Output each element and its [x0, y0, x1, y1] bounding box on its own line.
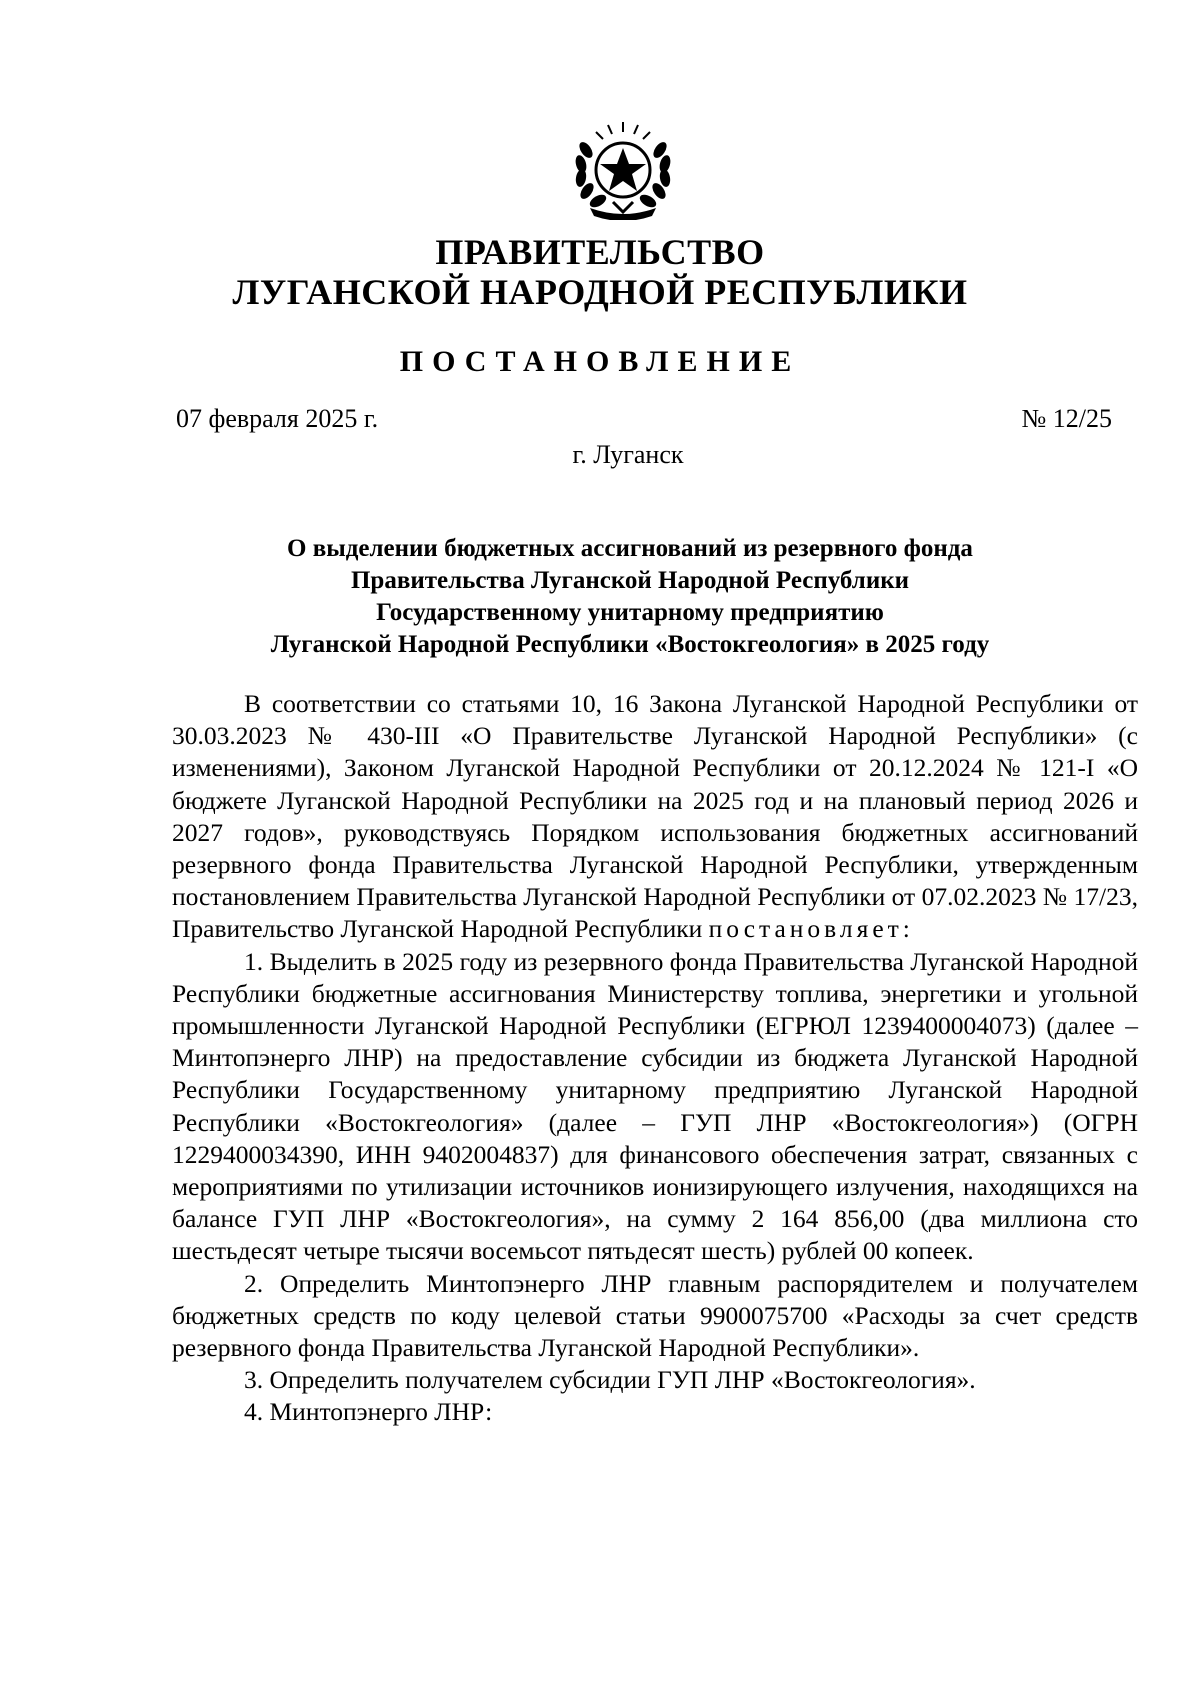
document-type: ПОСТАНОВЛЕНИЕ	[399, 345, 801, 378]
item-paragraph-1: 1. Выделить в 2025 году из резервного фонда Правительства Луганской Народной Республики бюджетные ассигнования Министерству топлива, энергетики и угольной промышленности Луганской Народной Республики (ЕГРЮЛ 1239400004073) (далее – Минтопэнерго ЛНР) на предоставление субсидии из бюджета Луганской Народной Республики Государственному унитарному предприятию Луганской Народной Республики «Востокгеология» (далее – ГУП ЛНР «Востокгеология») (ОГРН 1229400034390, ИНН 9402004837) для финансового обеспечения затрат, связанных с мероприятиями по утилизации источников ионизирующего излучения, находящихся на балансе ГУП ЛНР «Востокгеология», на сумму 2 164 856,00 (два миллиона сто шестьдесят четыре тысячи восемьсот пятьдесят шесть) рублей 00 копеек.	[172, 946, 1138, 1266]
title-line: Правительства Луганской Народной Республики	[350, 567, 910, 594]
preamble-paragraph	[172, 688, 1138, 946]
preamble-verb: постановляет:	[708, 914, 914, 944]
item-paragraph-4: 4. Минтопэнерго ЛНР:	[244, 1397, 493, 1427]
title-line: О выделении бюджетных ассигнований из резервного фонда	[287, 535, 973, 562]
document-body	[172, 688, 1138, 1429]
government-name-line1: ПРАВИТЕЛЬСТВО	[435, 232, 765, 272]
government-name-line2: ЛУГАНСКОЙ НАРОДНОЙ РЕСПУБЛИКИ	[232, 272, 968, 312]
item-paragraph-2: 2. Определить Минтопэнерго ЛНР главным распорядителем и получателем бюджетных средств по коду целевой статьи 9900075700 «Расходы за счет средств резервного фонда Правительства Луганской Народной Республики».	[172, 1268, 1138, 1363]
item-paragraph-3: 3. Определить получателем субсидии ГУП ЛНР «Востокгеология».	[244, 1365, 976, 1395]
title-line: Луганской Народной Республики «Востокгеология» в 2025 году	[270, 631, 990, 658]
document-city: г. Луганск	[572, 440, 684, 469]
document-number: № 12/25	[1021, 404, 1112, 433]
preamble-text: В соответствии со статьями 10, 16 Закона Луганской Народной Республики от 30.03.2023 № 430-III «О Правительстве Луганской Народной Республики» (с изменениями), Законом Луганской Народной Республики от 20.12.2024 № 121-I «О бюджете Луганской Народной Республики на 2025 год и на плановый период 2026 и 2027 годов», руководствуясь Порядком использования бюджетных ассигнований резервного фонда Правительства Луганской Народной Республики, утвержденным постановлением Правительства Луганской Народной Республики от 07.02.2023 № 17/23, Правительство Луганской Народной Республики	[172, 689, 1138, 944]
title-line: Государственному унитарному предприятию	[376, 599, 884, 626]
document-date: 07 февраля 2025 г.	[176, 404, 379, 433]
coat-of-arms-icon	[568, 120, 678, 220]
document-title	[150, 533, 1110, 661]
